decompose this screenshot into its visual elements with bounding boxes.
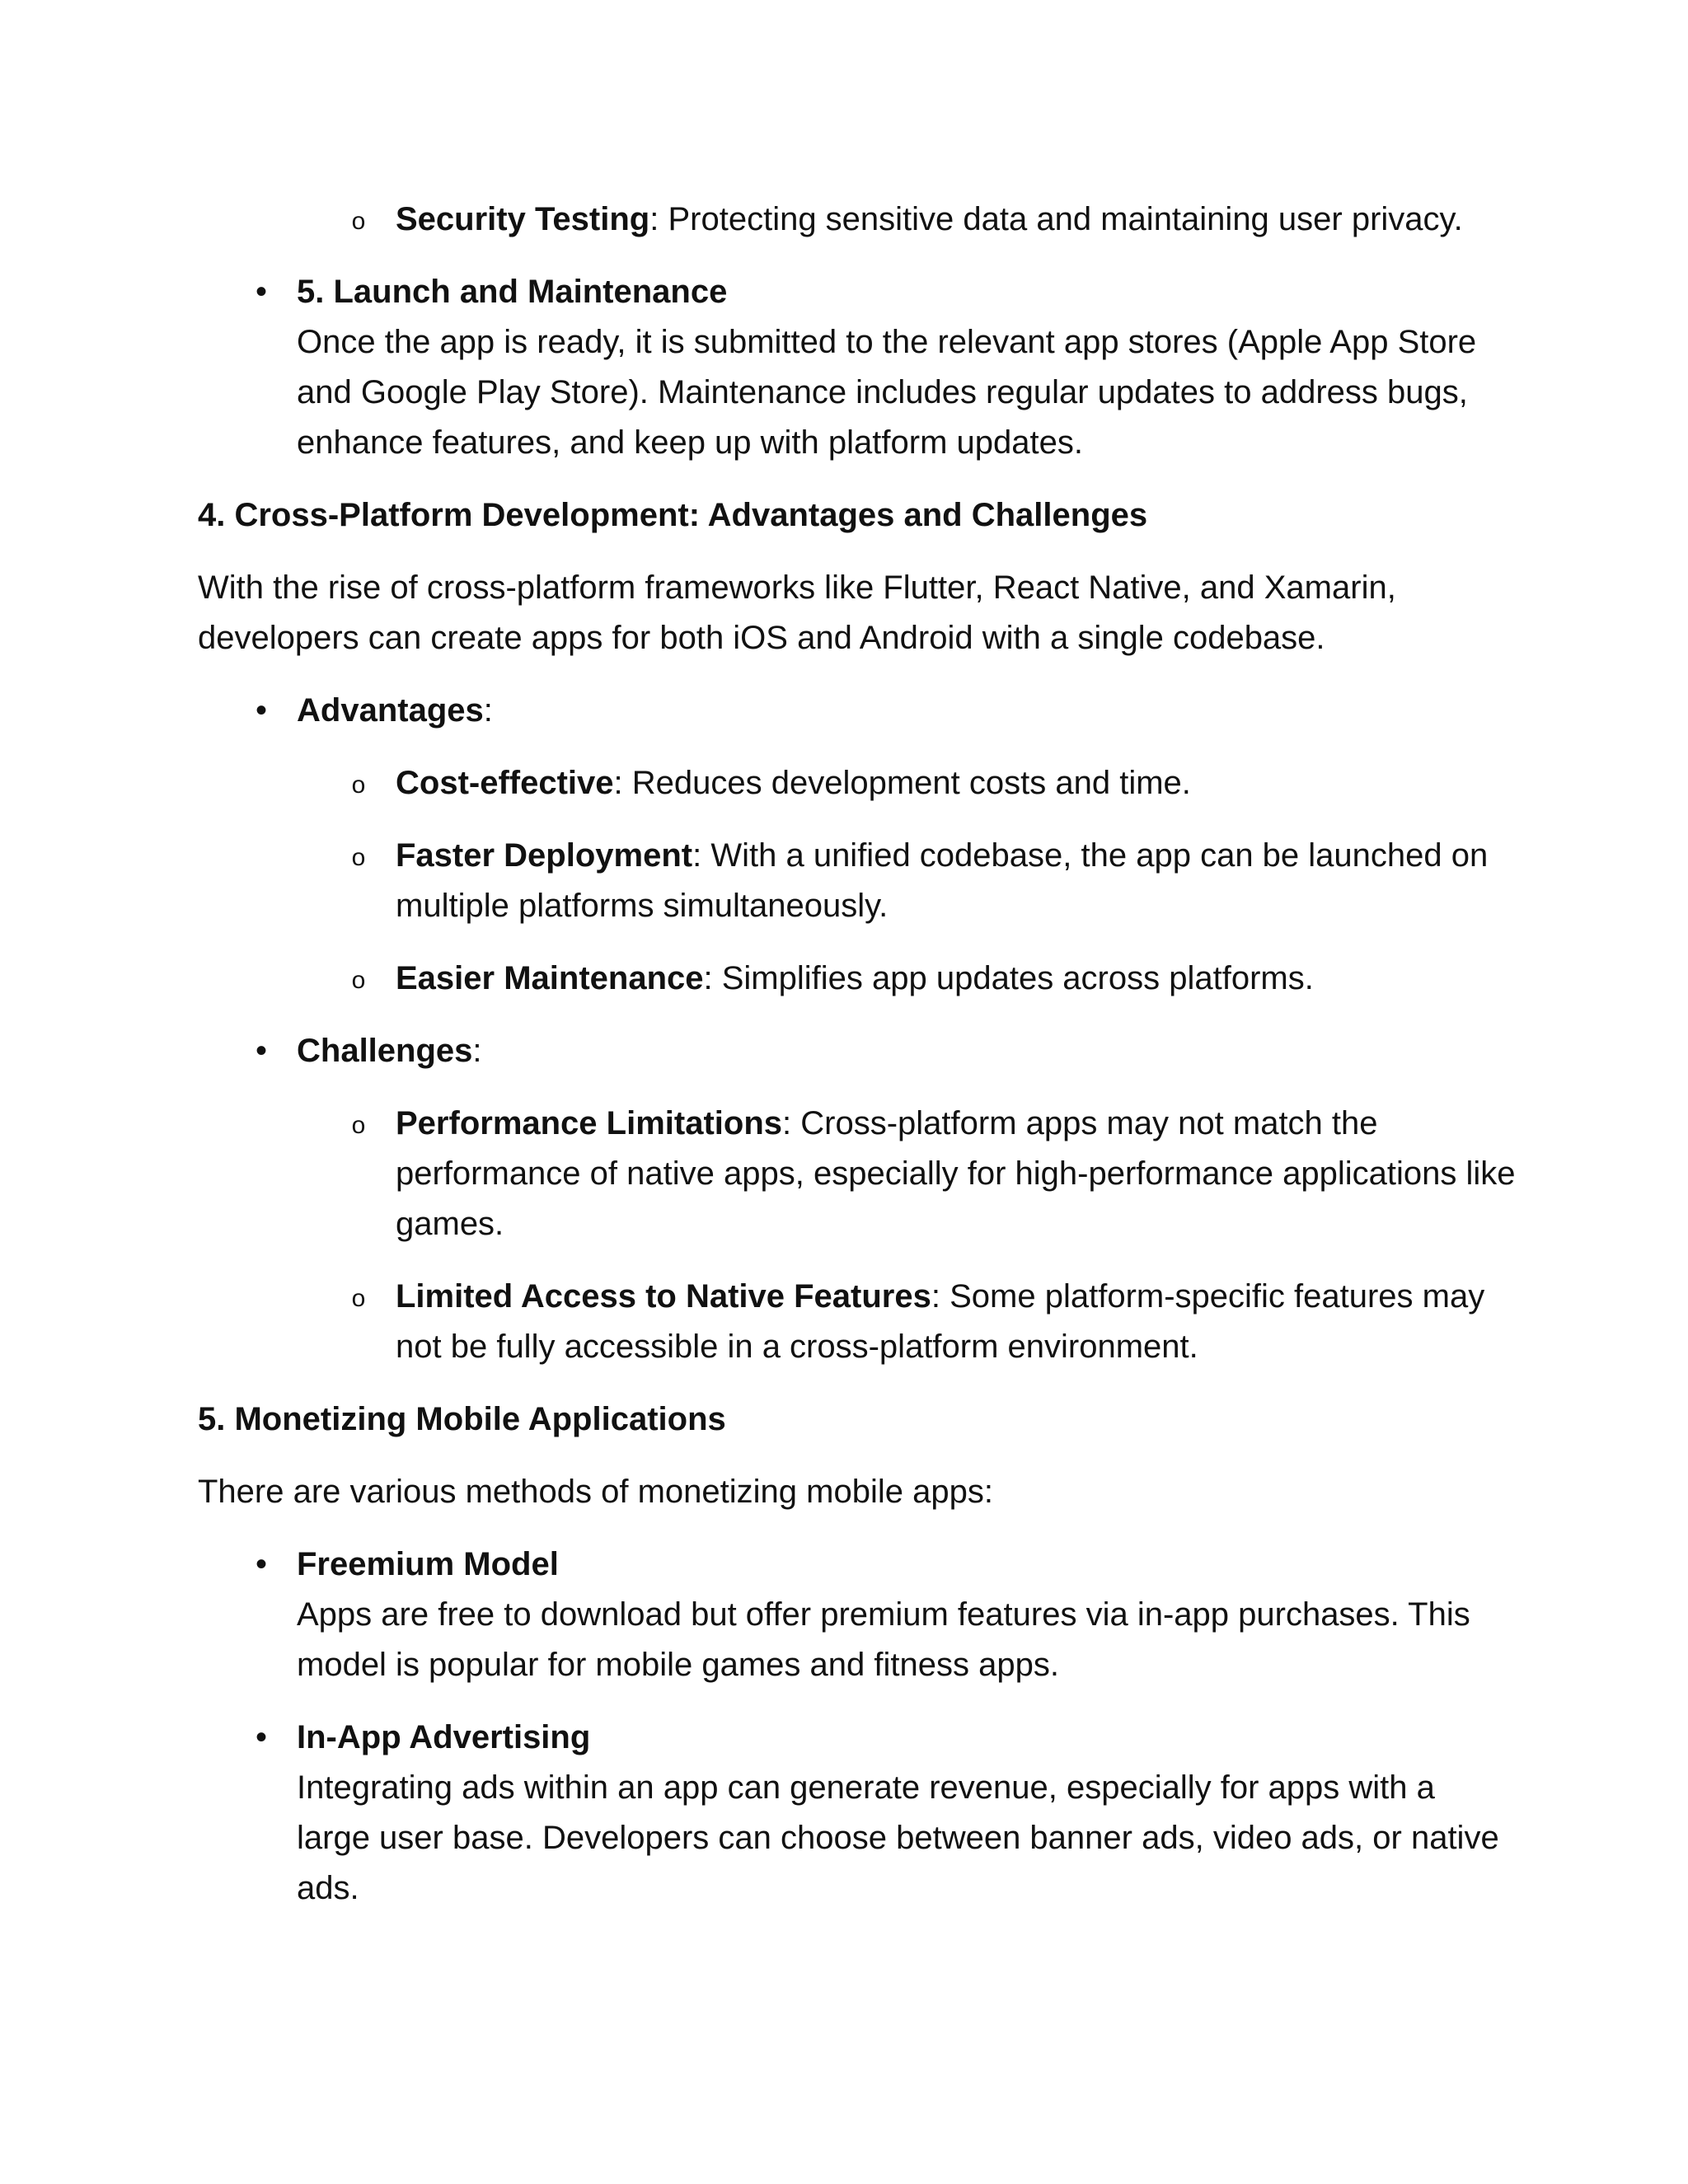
circle-bullet-icon: o [351,844,366,871]
term-cost-effective: Cost-effective [396,765,614,801]
text-limited-access: Some platform-specific features may not be fully accessible in a cross-platform environment. [396,1278,1485,1365]
dot-bullet-icon: • [255,692,267,729]
list-item-challenges [198,1026,1517,1076]
term-faster-deployment: Faster Deployment [396,837,693,874]
term-separator: : [703,960,722,996]
text-faster-deployment: With a unified codebase, the app can be launched on multiple platforms simultaneously. [396,837,1489,924]
text-cost-effective: Reduces development costs and time. [631,765,1191,801]
label-colon: : [483,692,493,729]
label-challenges: Challenges [297,1033,473,1069]
term-separator: : [613,765,632,801]
term-separator: : [649,201,668,237]
list-item-faster-deployment [198,831,1517,931]
term-performance-limitations: Performance Limitations [396,1105,783,1141]
section-heading-monetizing: 5. Monetizing Mobile Applications [198,1401,726,1437]
circle-bullet-icon: o [351,1285,366,1312]
list-item-limited-access [198,1272,1517,1372]
dot-bullet-icon: • [255,274,267,310]
text-launch-maintenance: Once the app is ready, it is submitted to the relevant app stores (Apple App Store and Google Play Store). Maintenance includes regular updates to address bugs, enhance features, and keep up with platform updates. [297,324,1477,461]
section-heading-cross-platform: 4. Cross-Platform Development: Advantages and Challenges [198,497,1148,533]
paragraph-monetizing-intro: There are various methods of monetizing mobile apps: [198,1474,993,1510]
list-item-in-app-advertising [198,1713,1517,1914]
term-limited-access: Limited Access to Native Features [396,1278,931,1315]
circle-bullet-icon: o [351,208,366,235]
term-separator: : [931,1278,950,1315]
list-item-easier-maintenance [198,954,1517,1004]
term-security-testing: Security Testing [396,201,650,237]
term-separator: : [782,1105,801,1141]
dot-bullet-icon: • [255,1033,267,1069]
title-freemium-model: Freemium Model [297,1546,559,1582]
text-easier-maintenance: Simplifies app updates across platforms. [721,960,1314,996]
list-item-security-testing [198,194,1517,245]
text-performance-limitations: Cross-platform apps may not match the performance of native apps, especially for high-performance applications like games. [396,1105,1516,1242]
title-in-app-advertising: In-App Advertising [297,1719,591,1755]
list-item-launch-maintenance [198,267,1517,468]
label-colon: : [472,1033,482,1069]
title-launch-maintenance: 5. Launch and Maintenance [297,274,728,310]
circle-bullet-icon: o [351,967,366,994]
text-in-app-advertising: Integrating ads within an app can generate revenue, especially for apps with a large user base. Developers can choose between banner ads, video ads, or native ads. [297,1769,1499,1906]
term-separator: : [692,837,711,874]
circle-bullet-icon: o [351,1112,366,1139]
list-item-freemium-model [198,1540,1517,1690]
dot-bullet-icon: • [255,1546,267,1582]
text-freemium-model: Apps are free to download but offer premium features via in-app purchases. This model is popular for mobile games and fitness apps. [297,1596,1470,1683]
label-advantages: Advantages [297,692,484,729]
list-item-advantages [198,686,1517,736]
text-security-testing: Protecting sensitive data and maintaining user privacy. [668,201,1463,237]
document-page [198,194,1517,1914]
paragraph-cross-platform-intro: With the rise of cross-platform frameworks like Flutter, React Native, and Xamarin, developers can create apps for both iOS and Android with a single codebase. [198,569,1396,656]
circle-bullet-icon: o [351,771,366,799]
term-easier-maintenance: Easier Maintenance [396,960,704,996]
list-item-performance-limitations [198,1099,1517,1249]
list-item-cost-effective [198,758,1517,808]
dot-bullet-icon: • [255,1719,267,1755]
